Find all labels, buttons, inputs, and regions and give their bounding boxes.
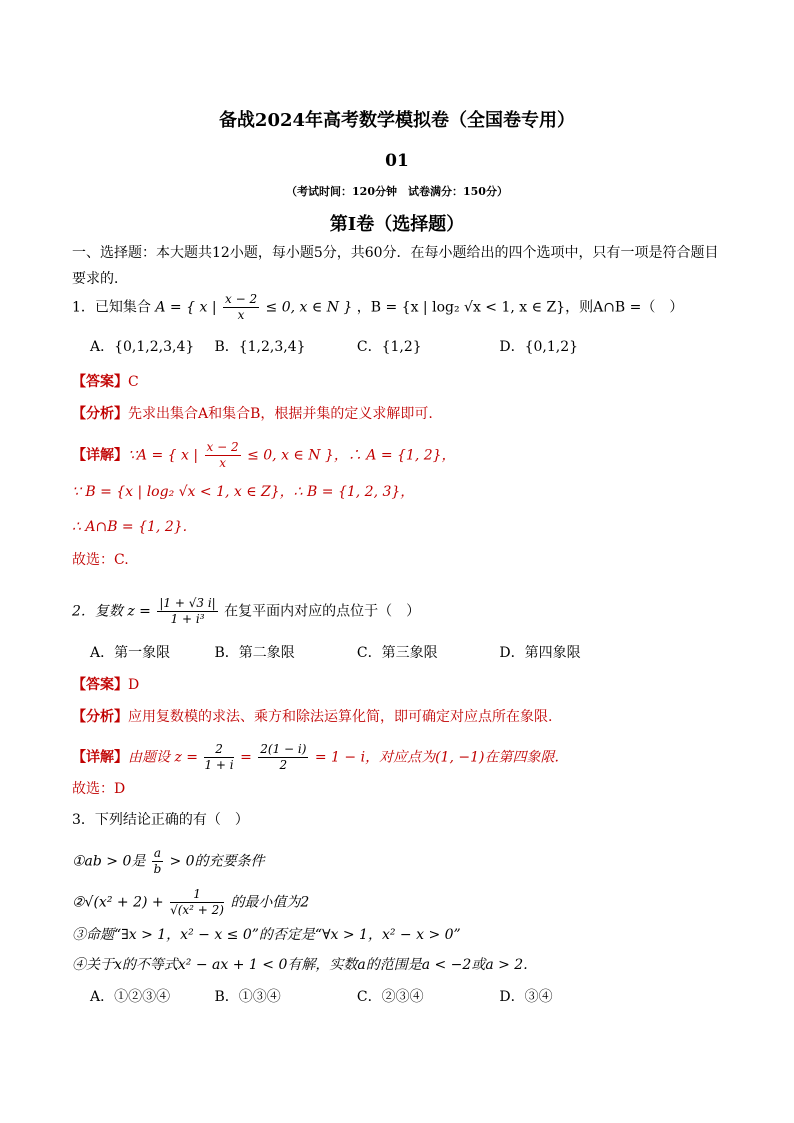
q2-stem xyxy=(72,596,420,627)
q1-answer-tag: 【答案】 xyxy=(72,374,128,390)
q2-detail-post: = 1 − i，对应点为(1, −1)在第四象限. xyxy=(314,749,559,766)
q2-detail-frac1 xyxy=(204,742,233,773)
q3-option-d: D．③④ xyxy=(499,989,553,1005)
q3-stem: 3．下列结论正确的有（ ） xyxy=(72,812,249,828)
q2-detail-tag: 【详解】 xyxy=(72,749,128,766)
q2-f1-den: 1 + i xyxy=(204,758,234,772)
q1-detail-line2: ∵ B = {x | log₂ √x < 1, x ∈ Z}，∴ B = {1, 2, 3}， xyxy=(72,484,415,500)
q1-detail-tag: 【详解】 xyxy=(72,447,128,464)
q2-option-c: C．第三象限 xyxy=(356,645,438,661)
q1-option-a: A．{0,1,2,3,4} xyxy=(90,339,195,355)
q1-frac-num: x − 2 xyxy=(225,292,258,306)
q3-s1-post: > 0的充要条件 xyxy=(169,853,265,870)
q2-frac-num: |1 + √3 i| xyxy=(159,596,216,610)
q2-fraction xyxy=(157,596,217,627)
exam-note: （考试时间：120分钟 试卷满分：150分） xyxy=(286,185,508,198)
q3-option-b: B．①③④ xyxy=(214,989,281,1005)
q2-f2-den: 2 xyxy=(279,758,288,772)
q3-statement-2 xyxy=(72,887,309,918)
q2-answer-value: D xyxy=(128,677,140,693)
q1-answer-value: C xyxy=(128,374,139,390)
q3-s1-pre: ①ab > 0是 xyxy=(72,853,146,870)
q2-option-a: A．第一象限 xyxy=(90,645,171,661)
q3-s2-post: 的最小值为2 xyxy=(230,894,310,911)
q2-analysis-text: 应用复数模的求法、乘方和除法运算化简，即可确定对应点所在象限. xyxy=(128,709,553,725)
q2-stem-post: 在复平面内对应的点位于（ ） xyxy=(224,603,421,620)
q1-analysis xyxy=(72,404,433,424)
q3-s2-num: 1 xyxy=(170,887,224,903)
exam-number: 01 xyxy=(385,151,409,171)
q1-analysis-text: 先求出集合A和集合B，根据并集的定义求解即可. xyxy=(128,406,433,422)
q1-detail-line1 xyxy=(72,440,456,471)
q2-f2-num: 2(1 − i) xyxy=(260,742,307,756)
section-heading: 第I卷（选择题） xyxy=(329,214,465,235)
instructions: 一、选择题：本大题共12小题，每小题5分，共60分．在每小题给出的四个选项中，只有一项是符合题目要求的． xyxy=(72,245,719,287)
q3-statement-4: ④关于x的不等式x² − ax + 1 < 0有解，实数a的范围是a < −2或a > 2. xyxy=(72,957,528,973)
q1-set-a-pre: A = { x | xyxy=(155,299,217,316)
exam-title: 备战2024年高考数学模拟卷（全国卷专用） xyxy=(218,110,576,131)
q2-detail: 【详解】由题设 z = $\frac{2}{1 + i}$ = $\frac{2(1 - i)}{2}$ = 1 − i，对应点为(1, −1)在第四象限. xyxy=(72,742,559,772)
q3-statement-1 xyxy=(72,846,265,877)
q3-s1-den: b xyxy=(153,862,162,876)
q2-detail-pre: 由题设 z = xyxy=(128,749,199,766)
q3-option-a: A．①②③④ xyxy=(90,989,171,1005)
q1-detail-fraction xyxy=(205,440,241,471)
q1-answer xyxy=(72,372,139,392)
q2-answer-tag: 【答案】 xyxy=(72,677,128,693)
q3-s1-num: a xyxy=(153,846,162,860)
q2-detail-frac2 xyxy=(258,742,308,773)
q1-detail1-post: ≤ 0, x ∈ N }，∴ A = {1, 2}， xyxy=(247,447,456,464)
q3-s1-fraction xyxy=(152,846,163,877)
q1-choose: 故选：C. xyxy=(72,552,129,568)
q1-option-b: B．{1,2,3,4} xyxy=(214,339,306,355)
q1-detail1-pre: ∵A = { x | xyxy=(128,447,199,464)
q1-detail-line3: ∴ A∩B = {1, 2}. xyxy=(72,519,188,535)
q3-s2-pre: ②√(x² + 2) + xyxy=(72,894,164,911)
q2-option-d: D．第四象限 xyxy=(499,645,581,661)
q2-analysis-tag: 【分析】 xyxy=(72,709,128,725)
q2-options xyxy=(90,643,581,663)
q3-s2-den: √(x² + 2) xyxy=(170,903,224,917)
q1-set-b: ，B = {x | log₂ √x < 1, x ∈ Z}，则A∩B =（ ） xyxy=(356,299,684,316)
q1-stem xyxy=(72,292,683,323)
q2-stem-pre: 2．复数 z = xyxy=(72,603,151,620)
q2-answer xyxy=(72,675,139,695)
q1-fraction xyxy=(223,292,259,323)
q2-choose: 故选：D xyxy=(72,781,126,797)
q1-stem-text: 1．已知集合 xyxy=(72,299,151,316)
q2-option-b: B．第二象限 xyxy=(214,645,295,661)
q2-frac-den: 1 + i³ xyxy=(170,612,205,626)
q3-s2-fraction xyxy=(170,887,224,918)
q1-set-a-post: ≤ 0, x ∈ N } xyxy=(265,299,353,316)
q2-f1-num: 2 xyxy=(204,742,233,758)
q1-analysis-tag: 【分析】 xyxy=(72,406,128,422)
q1-option-c: C．{1,2} xyxy=(356,339,422,355)
q1-detail-frac-num: x − 2 xyxy=(206,440,239,454)
q1-options xyxy=(90,337,578,357)
q2-analysis xyxy=(72,707,552,727)
q1-frac-den: x xyxy=(237,308,245,322)
q1-detail-frac-den: x xyxy=(219,456,226,470)
q3-options xyxy=(90,987,553,1007)
q1-option-d: D．{0,1,2} xyxy=(499,339,579,355)
q3-option-c: C．②③④ xyxy=(356,989,424,1005)
q3-statement-3: ③命题“∃x > 1，x² − x ≤ 0”的否定是“∀x > 1，x² − x > 0” xyxy=(72,927,461,943)
